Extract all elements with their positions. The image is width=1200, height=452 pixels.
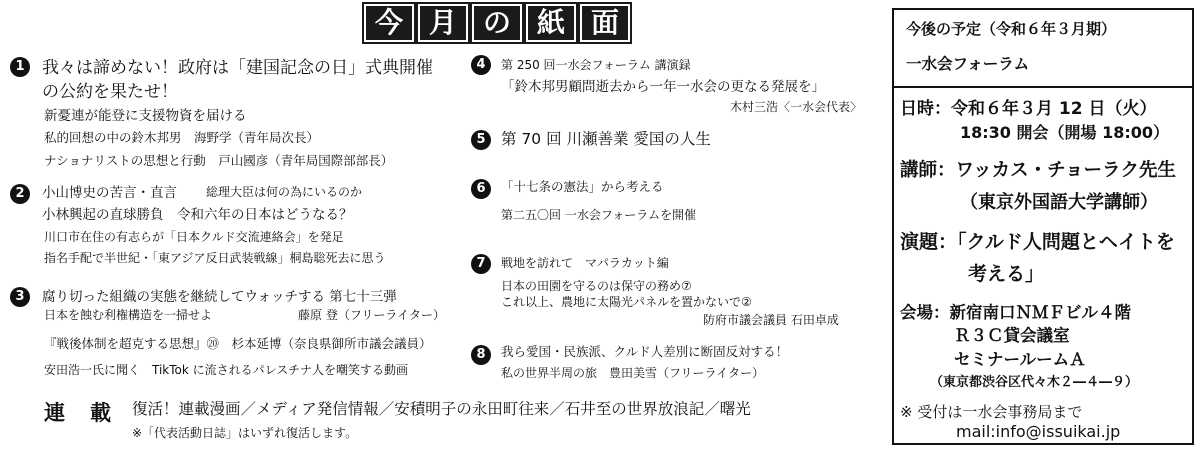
item-number-badge: 5 [471,130,491,150]
item-subline: 『戦後体制を超克する思想』⑳ 杉本延博（奈良県御所市議会議員） [44,336,432,351]
title-char: 面 [580,4,630,42]
item-number-badge: 4 [471,55,491,75]
item-subline: 日本を蝕む利権構造を一掃せよ [44,308,213,322]
title-char: 今 [364,4,414,42]
item-author: 藤原 登（フリーライター） [298,308,445,322]
rensai-note: ※「代表活動日誌」はいずれ復活します。 [132,426,358,440]
item-subline: 指名手配で半世紀・「東アジア反日武装戦線」桐島聡死去に思う [44,251,386,265]
title-char: の [472,4,522,42]
item-subline: これ以上、農地に太陽光パネルを置かないで② [501,295,752,309]
panel-lecturer-title: （東京外国語大学講師） [960,192,1158,213]
item-number-badge: 2 [10,184,30,204]
item-author: 木村三浩〈一水会代表〉 [730,100,863,114]
item-number-badge: 8 [471,345,491,365]
panel-heading: 今後の予定（令和６年３月期） [906,20,1117,38]
item-headline: 腐り切った組織の実態を継続してウォッチする 第七十三弾 [42,289,397,305]
item-headline: 我々は諦めない！政府は「建国記念の日」式典開催 [42,58,433,78]
panel-date: 日時：令和６年３月 12 日（火） [900,99,1157,119]
panel-time: 18:30 開会（開場 18:00） [960,123,1170,142]
item-author: 防府市議会議員 石田卓成 [703,313,839,327]
item-headline: 「鈴木邦男顧問逝去から一年一水会の更なる発展を」 [501,79,825,95]
page-title [364,4,634,42]
item-headline: 第 70 回 川瀬善業 愛国の人生 [501,130,711,148]
panel-address: （東京都渋谷区代々木２―４―９） [930,375,1139,390]
panel-note: ※ 受付は一水会事務局まで [900,403,1083,421]
item-number-badge: 7 [471,254,491,274]
panel-topic-cont: 考える」 [968,263,1045,285]
item-subline: 私の世界半周の旅 豊田美雪（フリーライター） [501,366,765,380]
item-headline: 「十七条の憲法」から考える [501,179,664,194]
title-char: 月 [418,4,468,42]
item-subline: ナショナリストの思想と行動 戸山國彦（青年局国際部部長） [44,153,394,168]
item-subline: 安田浩一氏に聞く TikTok に流されるパレスチナ人を嘲笑する動画 [44,363,409,377]
item-headline: 戦地を訪れて マパラカット編 [501,256,669,270]
item-number-badge: 6 [471,179,491,199]
panel-venue-room2: セミナールームＡ [954,350,1086,369]
panel-venue: 会場：新宿南口ＮＭＦビル４階 [900,303,1131,322]
panel-topic: 演題：「クルド人問題とヘイトを [900,231,1175,253]
item-subline: 新憂連が能登に支援物資を届ける [44,108,247,124]
item-number-badge: 1 [10,57,30,77]
item-subline: 総理大臣は何の為にいるのか [206,185,363,199]
rensai-text: 復活！連載漫画／メディア発信情報／安積明子の永田町往来／石井至の世界放浪記／曙光 [132,400,751,418]
item-headline: 小山博史の苦言・直言 [42,185,177,201]
item-headline: 小林興起の直球勝負 令和六年の日本はどうなる？ [42,207,353,223]
item-subline: 川口市在住の有志らが「日本クルド交流連絡会」を発足 [44,230,344,244]
panel-email: mail:info@issuikai.jp [956,422,1121,441]
item-subline: 第 250 回一水会フォーラム 講演録 [501,58,691,72]
item-subline: 私的回想の中の鈴木邦男 海野学（青年局次長） [44,130,320,145]
event-panel [892,8,1194,445]
title-char: 紙 [526,4,576,42]
item-headline: の公約を果たせ！ [42,82,178,102]
item-number-badge: 3 [10,287,30,307]
panel-divider [894,86,1192,88]
rensai-label: 連 載 [44,401,113,425]
item-subline: 日本の田園を守るのは保守の務め⑦ [501,279,692,293]
item-headline: 我ら愛国・民族派、クルド人差別に断固反対する！ [501,344,789,359]
panel-venue-room: Ｒ３Ｃ貸会議室 [954,326,1070,345]
panel-lecturer: 講師：ワッカス・チョーラク先生 [900,160,1177,181]
item-subline: 第二五〇回 一水会フォーラムを開催 [501,208,697,222]
panel-subheading: 一水会フォーラム [906,55,1030,73]
